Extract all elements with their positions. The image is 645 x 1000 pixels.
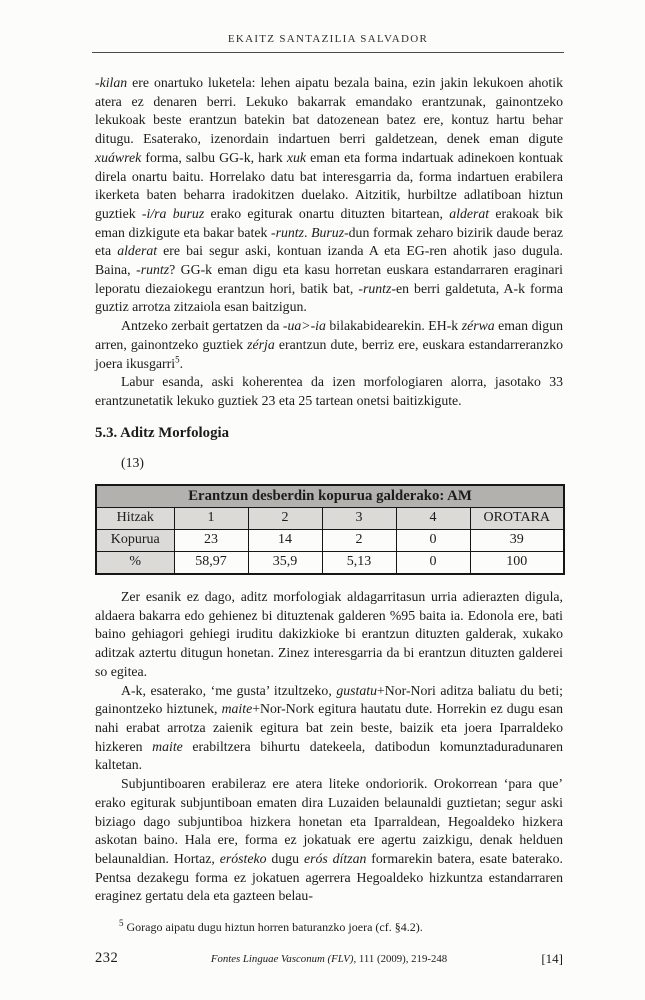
text-run: erakoak bik eman dizkigute eta bakar batek <box>95 205 563 240</box>
journal-citation <box>95 953 563 965</box>
paragraph <box>95 317 563 373</box>
text-run: ere bai segur aski, kontuan izanda A eta EG-ren ahotik jaso dugula. Baina, <box>95 243 563 278</box>
table-row <box>96 552 564 575</box>
text-run: gustatu <box>336 682 377 698</box>
text-run: -kilan <box>95 75 128 90</box>
text-run: Subjuntiboaren erabileraz ere atera liteke ondoriorik. Orokorrean ‘para que’ erako egiturak subjuntiboan ematen dira Luzaiden belaunaldi guztietan; segur aski biziago dago subjuntiboa hizkera honetan eta Iparraldean, Hegoaldeko hizkera askotan baino. Hala ere, forma ez jokatuak ere agertu zaizkigu, denak helduen belaunaldian. Hortaz, <box>95 776 563 866</box>
text-run: bilakabidearekin. EH-k <box>325 318 462 334</box>
paragraph <box>95 775 563 906</box>
text-run: erabiltzera bihurtu datekeela, datibodun komunztaduradunaren kaltetan. <box>95 738 563 773</box>
table-title: Erantzun desberdin kopurua galderako: AM <box>96 485 564 508</box>
text-run: forma, salbu GG-k, hark <box>141 149 287 165</box>
text-run: zérja <box>247 336 275 352</box>
table-cell: 58,97 <box>174 552 248 575</box>
text-run: maite <box>221 701 253 717</box>
paragraph <box>95 588 563 682</box>
text-run: -i/ra buruz <box>141 205 205 221</box>
journal-title: Fontes Linguae Vasconum (FLV), <box>210 953 357 965</box>
text-run: . <box>304 224 312 240</box>
column-header: 1 <box>174 508 248 530</box>
table-title-row <box>96 485 564 508</box>
text-block-before-table <box>95 74 563 411</box>
section-heading: 5.3. Aditz Morfologia <box>95 424 229 441</box>
footnote-reference: 5 <box>175 353 180 364</box>
paragraph <box>95 74 563 317</box>
text-run: -dun formak zeharo bizirik daude beraz eta <box>95 224 563 259</box>
text-run: zérwa <box>461 318 495 334</box>
text-run: xuáwrek <box>95 149 142 165</box>
text-run: Buruz <box>311 224 345 240</box>
text-block-after-table <box>95 588 563 906</box>
column-header: 3 <box>322 508 396 530</box>
footnote-text: Gorago aipatu dugu hiztun horren baturanzko joera (cf. §4.2). <box>123 920 423 934</box>
column-header: Hitzak <box>96 508 174 530</box>
text-run: Labur esanda, aski koherentea da izen morfologiaren alorra, jasotako 33 erantzunetatik lekuko guztiek 23 eta 25 tartean onetsi baitizkigute. <box>95 374 563 408</box>
text-run: alderat <box>117 243 158 259</box>
text-run: formarekin batera, esate baterako. Pentsa dezakegu forma ez jokatuen agerrera Hegoaldeko hizkuntza estandarraren eraginez gertatu dela eta gazteen belau- <box>95 850 563 904</box>
running-header: EKAITZ SANTAZILIA SALVADOR <box>92 33 564 53</box>
text-run: -runtz <box>358 280 392 296</box>
text-run: xuk <box>286 149 306 165</box>
table-cell: 0 <box>396 552 470 575</box>
table-cell: 100 <box>470 552 564 575</box>
table-cell: 35,9 <box>248 552 322 575</box>
text-run: alderat <box>449 205 490 221</box>
text-run: Zer esanik ez dago, aditz morfologiak aldagarritasun urria adierazten digula, aldaera bakarra edo gehienez bi dituztenak galderen %95 baita ia. Edonola ere, bati baino gehiagori gehiegi iruditu dakizkioke bi erantzun dituzten galderak, xukako aditzak aztertu ditugun honetan. Zinez interesgarria da bi erantzun dituzten galderei so egitea. <box>95 589 563 679</box>
text-run: maite <box>152 738 183 754</box>
footnote-marker: 5 <box>119 918 124 928</box>
text-run: eman digun arren, gainontzeko guztiek <box>95 318 563 352</box>
text-run: erako egiturak onartu dituzten bitartean, <box>204 205 450 221</box>
table-cell: 23 <box>174 530 248 552</box>
journal-issue: 111 (2009), 219-248 <box>356 953 448 965</box>
text-run: dugu <box>266 850 304 866</box>
text-run: erósteko <box>219 850 267 866</box>
text-run: eman eta forma indartuak adinekoen kontuak direla onartu baitu. Horrelako datu bat interesgarria da, forma indartuen erabilera ikerketa baten beharra iradokitzen duelako. Aitzitik, hurbiltze adlatiboan hiztun guztiek <box>95 149 563 221</box>
page-footer <box>95 950 563 972</box>
text-run: A-k, esaterako, ‘me gusta’ itzultzeko, <box>121 682 337 698</box>
table-cell: 39 <box>470 530 564 552</box>
row-header: Kopurua <box>96 530 174 552</box>
page-number: 232 <box>95 950 119 966</box>
page-marker: [14] <box>541 951 563 966</box>
table-header-row <box>96 508 564 530</box>
text-run: erantzun dute, berriz ere, euskara estandarreranzko joera ikusgarri <box>95 336 563 371</box>
text-run: ? GG-k eman digu eta kasu horretan euskara estandarraren eraginari leporatu diezaiokegu erantzun hori, batik bat, <box>95 262 563 296</box>
text-run: +Nor-Nork egitura hautatu dute. Horrekin ez dugu esan nahi erabat arrotza zaienik egitura bat zein beste, baizik eta joera Iparraldeko hizkeren <box>95 701 563 754</box>
column-header: 4 <box>396 508 470 530</box>
page-content <box>95 74 563 906</box>
table-cell: 14 <box>248 530 322 552</box>
text-run: erós dítzan <box>303 850 367 866</box>
example-label: (13) <box>121 455 144 471</box>
column-header: OROTARA <box>470 508 564 530</box>
column-header: 2 <box>248 508 322 530</box>
table-row <box>96 530 564 552</box>
paragraph <box>95 682 563 776</box>
row-header: % <box>96 552 174 575</box>
text-run: -ua>-ia <box>282 318 326 334</box>
results-table <box>95 484 565 575</box>
text-run: Antzeko zerbait gertatzen da <box>121 318 283 334</box>
text-run: -runtz <box>271 224 304 240</box>
text-run: -runtz <box>136 262 170 278</box>
text-run: -en berri galdetuta, A-k forma guztiz arrotza zitzaiola esan baitzigun. <box>95 280 563 315</box>
table-cell: 2 <box>322 530 396 552</box>
footnote <box>95 920 563 935</box>
text-run: +Nor-Nori aditza baliatu du beti; gainontzeko hiztunek, <box>95 682 563 717</box>
text-run: ere onartuko luketela: lehen aipatu bezala baina, ezin jakin lekukoen ahotik atera ez denaren berri. Lekuko bakarrak emandako erantzunak, gainontzeko lekukoak beste erantzun batekin bat datozenean batez ere, kontuz hartu behar ditugu. Esaterako, izenordain indartuen berri galdetzean, denek eman digute <box>95 75 563 147</box>
paragraph <box>95 373 563 410</box>
table-cell: 0 <box>396 530 470 552</box>
text-run: . <box>179 355 184 371</box>
table-cell: 5,13 <box>322 552 396 575</box>
